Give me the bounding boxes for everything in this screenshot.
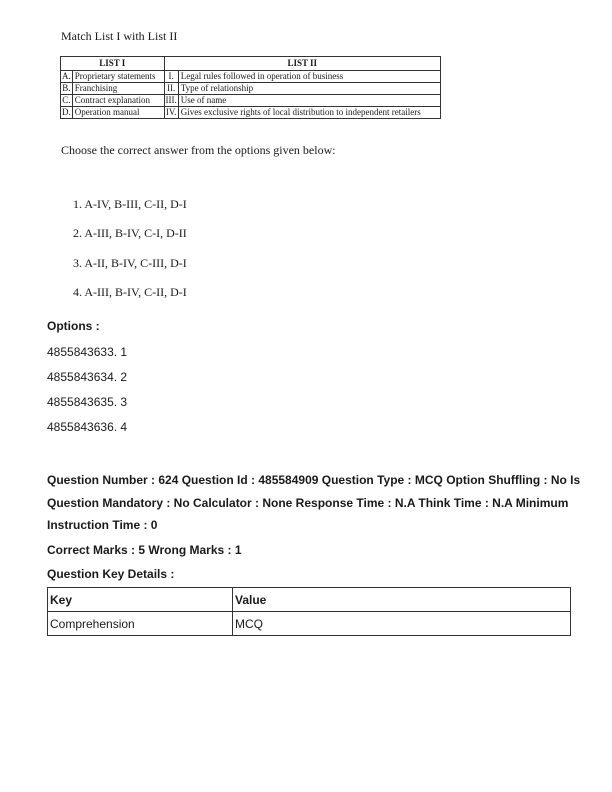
table-row — [61, 95, 441, 107]
options-label: Options : — [47, 319, 100, 333]
key-details-label: Question Key Details : — [47, 567, 175, 581]
row-roman: IV. — [165, 107, 177, 117]
table-row — [61, 83, 441, 95]
table-row — [61, 107, 441, 119]
key-header: Key — [48, 588, 233, 612]
row-code: C. — [62, 95, 71, 105]
row-code: B. — [62, 83, 71, 93]
list-ii-header: LIST II — [164, 57, 440, 71]
list-ii-item: Gives exclusive rights of local distribution to independent retailers — [178, 107, 440, 119]
answer-option-1: 1. A-IV, B-III, C-II, D-I — [73, 197, 187, 211]
value-header: Value — [233, 588, 571, 612]
meta-line-1: Question Number : 624 Question Id : 485584909 Question Type : MCQ Option Shuffling : No Is — [47, 473, 581, 487]
list-ii-item: Type of relationship — [178, 83, 440, 95]
option-id-3: 4855843635. 3 — [47, 395, 128, 409]
match-table — [60, 56, 441, 119]
meta-line-3: Instruction Time : 0 — [47, 518, 158, 532]
answer-option-4: 4. A-III, B-IV, C-II, D-I — [73, 285, 187, 299]
list-ii-item: Use of name — [178, 95, 440, 107]
table-row — [61, 71, 441, 83]
key-details-table — [47, 587, 571, 636]
option-id-1: 4855843633. 1 — [47, 345, 128, 359]
match-table-header — [61, 57, 441, 71]
instruction-text: Choose the correct answer from the options given below: — [61, 143, 336, 157]
value-cell: MCQ — [233, 612, 571, 636]
row-roman: III. — [165, 95, 177, 105]
meta-line-2: Question Mandatory : No Calculator : None Response Time : N.A Think Time : N.A Minimum — [47, 496, 569, 510]
key-cell: Comprehension — [48, 612, 233, 636]
list-i-item: Operation manual — [72, 107, 164, 119]
option-id-4: 4855843636. 4 — [47, 420, 128, 434]
marks-line: Correct Marks : 5 Wrong Marks : 1 — [47, 543, 242, 557]
list-i-item: Proprietary statements — [72, 71, 164, 83]
list-i-item: Franchising — [72, 83, 164, 95]
option-id-2: 4855843634. 2 — [47, 370, 128, 384]
row-roman: I. — [164, 71, 178, 83]
list-ii-item: Legal rules followed in operation of business — [178, 71, 440, 83]
table-row — [48, 612, 571, 636]
row-roman: II. — [164, 83, 178, 95]
question-title: Match List I with List II — [61, 29, 178, 43]
row-code: D. — [62, 107, 71, 117]
answer-option-3: 3. A-II, B-IV, C-III, D-I — [73, 256, 187, 270]
list-i-item: Contract explanation — [72, 95, 164, 107]
list-i-header: LIST I — [61, 57, 165, 71]
key-table-header — [48, 588, 571, 612]
answer-option-2: 2. A-III, B-IV, C-I, D-II — [73, 226, 187, 240]
row-code: A. — [62, 71, 71, 81]
